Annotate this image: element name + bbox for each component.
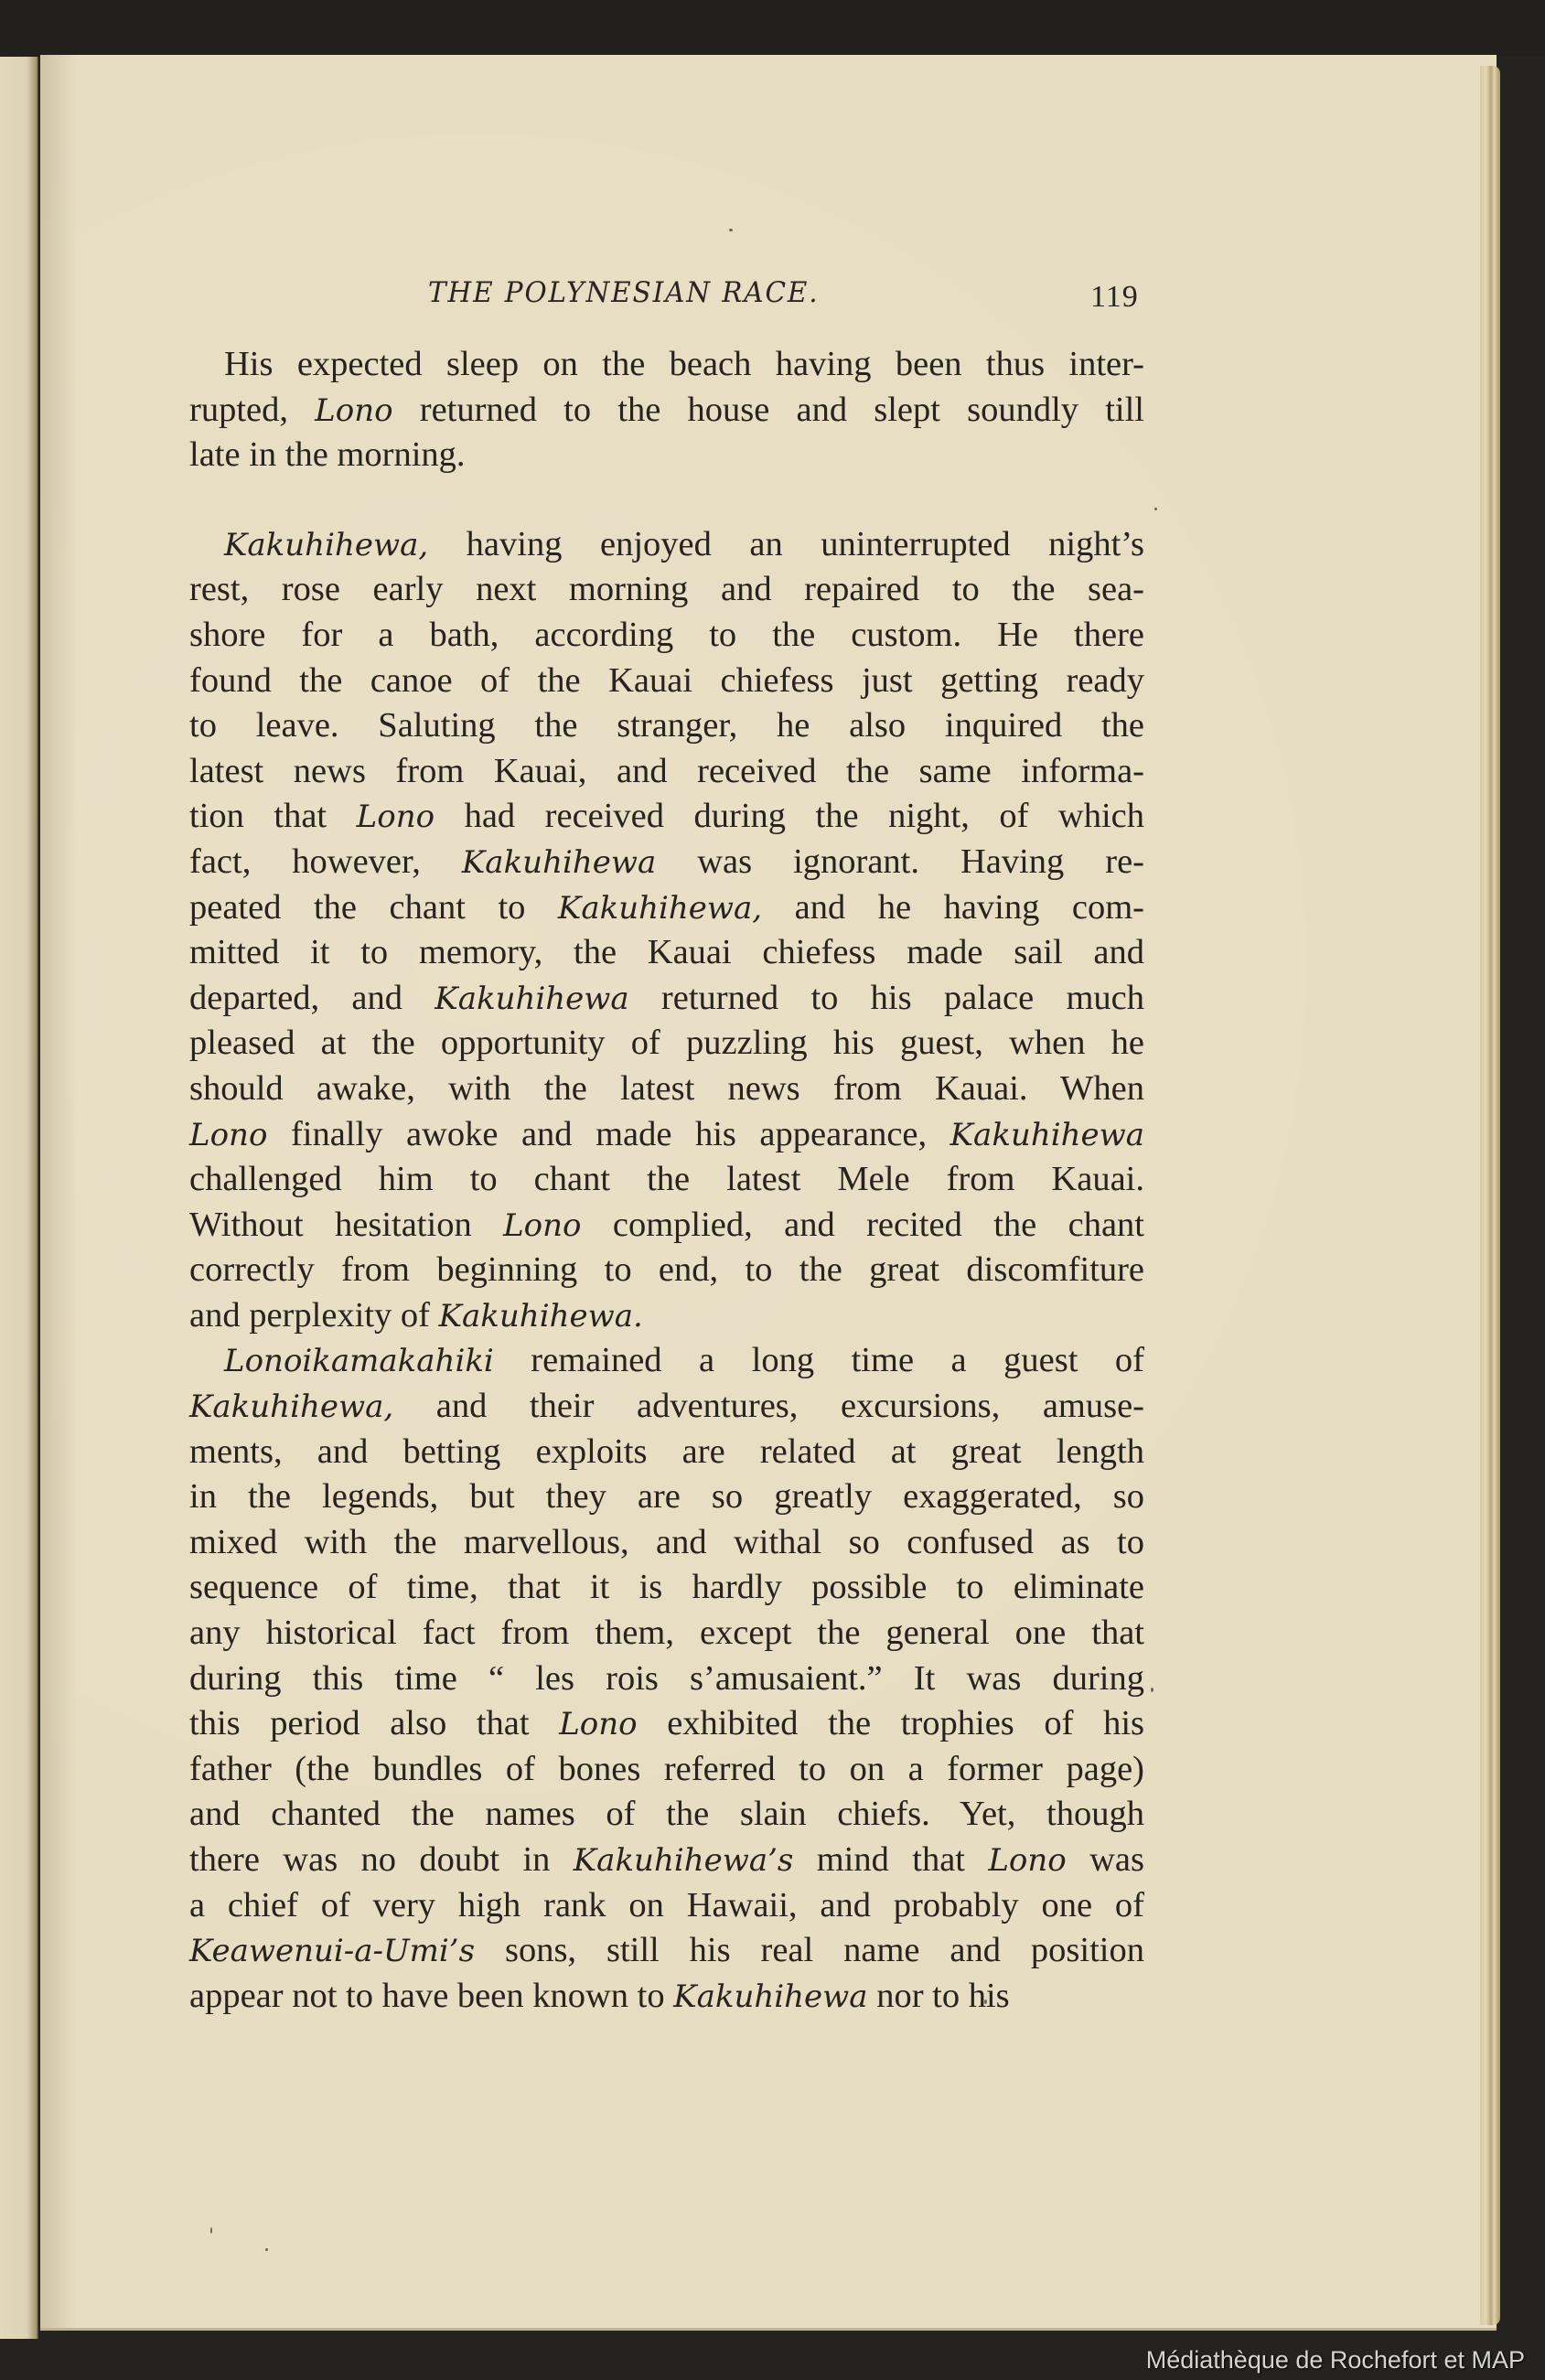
text-run: sons, still his real name and position [475, 1931, 1144, 1970]
text-line [189, 1928, 1144, 1974]
text-run: peated the chant to [189, 887, 558, 927]
text-run: exhibited the trophies of his [637, 1704, 1145, 1743]
text-line [189, 1021, 1144, 1067]
paragraph [189, 342, 1144, 478]
italic-name: Kakuhihewa [950, 1116, 1144, 1153]
text-run: during this time “ les rois s’amusaient.” It was during [189, 1658, 1144, 1698]
library-watermark: Médiathèque de Rochefort et MAP [1145, 2346, 1525, 2374]
text-run: shore for a bath, according to the custom. He there [189, 615, 1144, 654]
italic-name: Kakuhihewa, [189, 1388, 394, 1426]
text-line [189, 1338, 1144, 1384]
text-line [189, 1474, 1144, 1520]
text-run: His expected sleep on the beach having been thus inter- [224, 345, 1144, 383]
text-line [189, 1248, 1144, 1293]
text-line [189, 976, 1144, 1022]
text-line [189, 1974, 1144, 2020]
text-run: sequence of time, that it is hardly possible to eliminate [189, 1568, 1144, 1607]
text-run: and perplexity of [189, 1295, 439, 1335]
italic-name: Lono [315, 391, 393, 429]
text-run: ments, and betting exploits are related at great length [189, 1431, 1144, 1471]
text-run: and he having com- [762, 887, 1144, 927]
text-run: there was no doubt in [189, 1840, 574, 1879]
text-run: Without hesitation [189, 1205, 504, 1244]
text-run: mitted it to memory, the Kauai chiefess made sail and [189, 933, 1144, 972]
italic-name: Lono [356, 799, 435, 836]
italic-name: Kakuhihewa [673, 1978, 868, 2015]
text-run: this period also that [189, 1704, 560, 1743]
text-line [189, 1384, 1144, 1430]
text-line [189, 1656, 1144, 1702]
text-line [189, 1883, 1144, 1929]
text-run: complied, and recited the chant [581, 1205, 1144, 1244]
text-run: was [1066, 1840, 1145, 1879]
text-line [189, 930, 1144, 976]
text-line [189, 1067, 1144, 1112]
text-run: to leave. Saluting the stranger, he also inquired the [189, 706, 1144, 745]
text-line [189, 1430, 1144, 1475]
text-line [189, 840, 1144, 885]
text-run: rest, rose early next morning and repaired to the sea- [189, 570, 1144, 609]
text-run: challenged him to chant the latest Mele from Kauai. [189, 1160, 1144, 1199]
italic-name: Kakuhihewa [435, 980, 629, 1017]
text-run: appear not to have been known to [189, 1976, 674, 2015]
text-line [189, 1792, 1144, 1838]
text-run: should awake, with the latest news from Kauai. When [189, 1068, 1144, 1108]
text-line [189, 613, 1144, 659]
text-run: and their adventures, excursions, amuse- [393, 1387, 1144, 1426]
text-line [189, 659, 1144, 704]
text-run: father (the bundles of bones referred to on a former page) [189, 1749, 1144, 1788]
running-title: THE POLYNESIAN RACE. [428, 276, 820, 309]
text-run: any historical fact from them, except the general one that [189, 1613, 1144, 1653]
text-line [189, 522, 1144, 568]
text-run: pleased at the opportunity of puzzling his guest, when he [189, 1024, 1144, 1063]
text-line [189, 1157, 1144, 1203]
text-line [189, 1112, 1144, 1158]
text-run: tion that [189, 797, 357, 836]
text-line [189, 1203, 1144, 1249]
text-run: fact, however, [189, 842, 462, 881]
text-line [189, 885, 1144, 931]
scan-backdrop-top [0, 0, 1545, 57]
text-run: mind that [793, 1840, 989, 1879]
paragraph-gap [189, 478, 1144, 522]
text-line [189, 1293, 1144, 1339]
text-run: late in the morning. [189, 435, 466, 475]
text-run: a chief of very high rank on Hawaii, and probably one of [189, 1885, 1144, 1924]
body-text [189, 342, 1144, 2019]
text-run: nor to his [867, 1976, 1010, 2015]
text-run: departed, and [189, 978, 435, 1017]
page-number: 119 [1090, 280, 1139, 314]
text-line [189, 342, 1144, 388]
italic-name: Lono [503, 1206, 582, 1244]
text-run: latest news from Kauai, and received the same informa- [189, 751, 1144, 790]
page-fore-edge [1480, 66, 1500, 2325]
text-line [189, 433, 1144, 478]
text-line [189, 1701, 1144, 1747]
text-run: correctly from beginning to end, to the great discomfiture [189, 1250, 1144, 1290]
italic-name: Keawenui-a-Umi’s [189, 1933, 476, 1970]
text-run: returned to his palace much [628, 978, 1144, 1017]
text-run: finally awoke and made his appearance, [267, 1114, 950, 1153]
text-line [189, 794, 1144, 840]
italic-name: Kakuhihewa, [224, 526, 429, 563]
text-line [189, 703, 1144, 749]
text-line [189, 388, 1144, 434]
text-line [189, 1565, 1144, 1611]
text-run: remained a long time a guest of [493, 1341, 1144, 1380]
text-run: rupted, [189, 390, 316, 429]
paragraph [189, 522, 1144, 1339]
text-line [189, 1838, 1144, 1883]
text-run: was ignorant. Having re- [656, 842, 1145, 881]
italic-name: Kakuhihewa, [557, 889, 763, 927]
facing-page-edge [0, 57, 38, 2339]
italic-name: Lono [559, 1706, 638, 1743]
text-run: found the canoe of the Kauai chiefess just getting ready [189, 660, 1144, 700]
text-line [189, 1611, 1144, 1656]
italic-name: Kakuhihewa. [438, 1297, 643, 1335]
paragraph [189, 1338, 1144, 2019]
text-run: returned to the house and slept soundly till [392, 390, 1144, 429]
text-line [189, 749, 1144, 795]
italic-name: Kakuhihewa [461, 843, 657, 881]
italic-name: Lonoikamakahiki [224, 1343, 494, 1380]
italic-name: Lono [988, 1842, 1067, 1879]
text-run: in the legends, but they are so greatly exaggerated, so [189, 1477, 1144, 1517]
text-line [189, 1520, 1144, 1566]
italic-name: Kakuhihewa’s [573, 1842, 794, 1879]
text-run: had received during the night, of which [435, 797, 1145, 836]
text-run: and chanted the names of the slain chiefs. Yet, though [189, 1795, 1144, 1834]
text-line [189, 1747, 1144, 1793]
text-line [189, 567, 1144, 613]
italic-name: Lono [189, 1116, 268, 1153]
text-run: having enjoyed an uninterrupted night’s [428, 524, 1144, 563]
text-run: mixed with the marvellous, and withal so confused as to [189, 1522, 1144, 1561]
